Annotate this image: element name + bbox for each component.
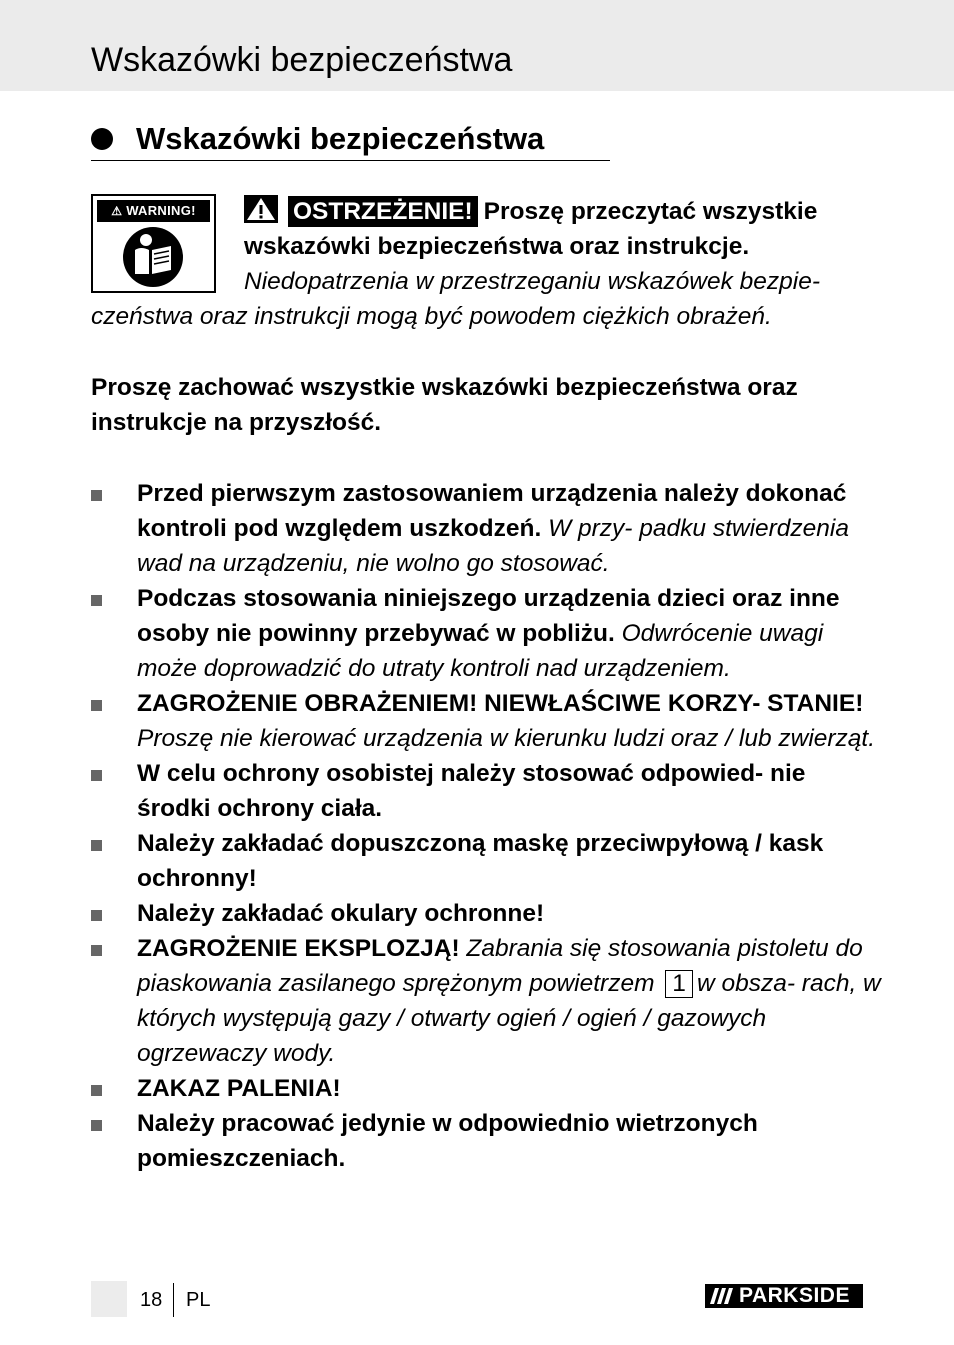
section-bullet-icon [91, 128, 113, 150]
list-item [91, 476, 881, 581]
warning-italic-line2: czeństwa oraz instrukcji mogą być powodem ciężkich obrażeń. [91, 303, 772, 330]
list-item [91, 1106, 881, 1176]
list-item [91, 686, 881, 756]
bullet-square-icon [91, 1120, 102, 1131]
keep-instructions-notice: Proszę zachować wszystkie wskazówki bezpieczeństwa oraz instrukcje na przyszłość. [91, 374, 798, 436]
warning-bold-text: Proszę przeczytać wszystkie wskazówki bezpieczeństwa oraz instrukcje. [244, 198, 818, 260]
item-bold-text: Należy zakładać dopuszczoną maskę przeciwpyłową / kask ochronny! [137, 830, 824, 892]
footer-divider [173, 1283, 174, 1317]
list-item [91, 581, 881, 686]
warning-tag: OSTRZEŻENIE! [288, 196, 478, 227]
item-bold-text: Należy pracować jedynie w odpowiednio wietrzonych pomieszczeniach. [137, 1110, 758, 1172]
bullet-square-icon [91, 595, 102, 606]
page-title: Wskazówki bezpieczeństwa [91, 41, 513, 79]
footer-marker [91, 1281, 127, 1317]
part-reference: 1 [665, 970, 693, 998]
item-bold-text: Przed pierwszym zastosowaniem urządzenia należy dokonać kontroli pod względem uszkodzeń. [137, 480, 847, 542]
warning-triangle-icon [244, 195, 278, 223]
list-item [91, 896, 881, 931]
item-italic-text: Zabrania się stosowania pistoletu do piaskowania zasilanego sprężonym powietrzem [137, 935, 863, 997]
warning-italic-line1: Niedopatrzenia w przestrzeganiu wskazówek bezpie- [244, 268, 821, 295]
warning-read-manual-pictogram [91, 194, 216, 293]
read-manual-icon [121, 226, 185, 288]
item-italic-text: Proszę nie kierować urządzenia w kierunku ludzi oraz / lub zwierząt. [137, 725, 876, 752]
item-italic-text: Odwrócenie uwagi może doprowadzić do utraty kontroli nad urządzeniem. [137, 620, 824, 682]
item-italic-text: W przy- padku stwierdzenia wad na urządzeniu, nie wolno go stosować. [137, 515, 850, 577]
section-heading [91, 116, 610, 161]
item-italic-text-after: w obsza- rach, w których występują gazy / otwarty ogień / ogień / gazowych ogrzewaczy wody. [137, 970, 881, 1067]
list-item [91, 756, 881, 826]
item-bold-text: ZAKAZ PALENIA! [137, 1075, 341, 1102]
safety-list [91, 476, 881, 1176]
bullet-square-icon [91, 910, 102, 921]
logo-text: PARKSIDE [739, 1284, 850, 1307]
bullet-square-icon [91, 840, 102, 851]
list-item [91, 826, 881, 896]
bullet-square-icon [91, 1085, 102, 1096]
item-bold-text: ZAGROŻENIE EKSPLOZJĄ! [137, 935, 460, 962]
item-bold-text: Należy zakładać okulary ochronne! [137, 900, 545, 927]
bullet-square-icon [91, 490, 102, 501]
page-number: 18 [140, 1289, 163, 1311]
bullet-square-icon [91, 770, 102, 781]
item-bold-text: Podczas stosowania niniejszego urządzenia dzieci oraz inne osoby nie powinny przebywać w pobliżu. [137, 585, 840, 647]
logo-stripes-icon [709, 1284, 737, 1308]
warning-label: ⚠ WARNING! [97, 200, 210, 222]
brand-logo [705, 1284, 863, 1308]
bullet-square-icon [91, 945, 102, 956]
warning-text [244, 194, 869, 299]
list-item [91, 931, 881, 1071]
bullet-square-icon [91, 700, 102, 711]
page-language: PL [186, 1289, 211, 1311]
item-bold-text: ZAGROŻENIE OBRAŻENIEM! NIEWŁAŚCIWE KORZY- STANIE! [137, 690, 864, 717]
item-bold-text: W celu ochrony osobistej należy stosować odpowied- nie środki ochrony ciała. [137, 760, 806, 822]
warning-continuation [91, 299, 871, 334]
list-item [91, 1071, 881, 1106]
section-title: Wskazówki bezpieczeństwa [136, 121, 545, 156]
